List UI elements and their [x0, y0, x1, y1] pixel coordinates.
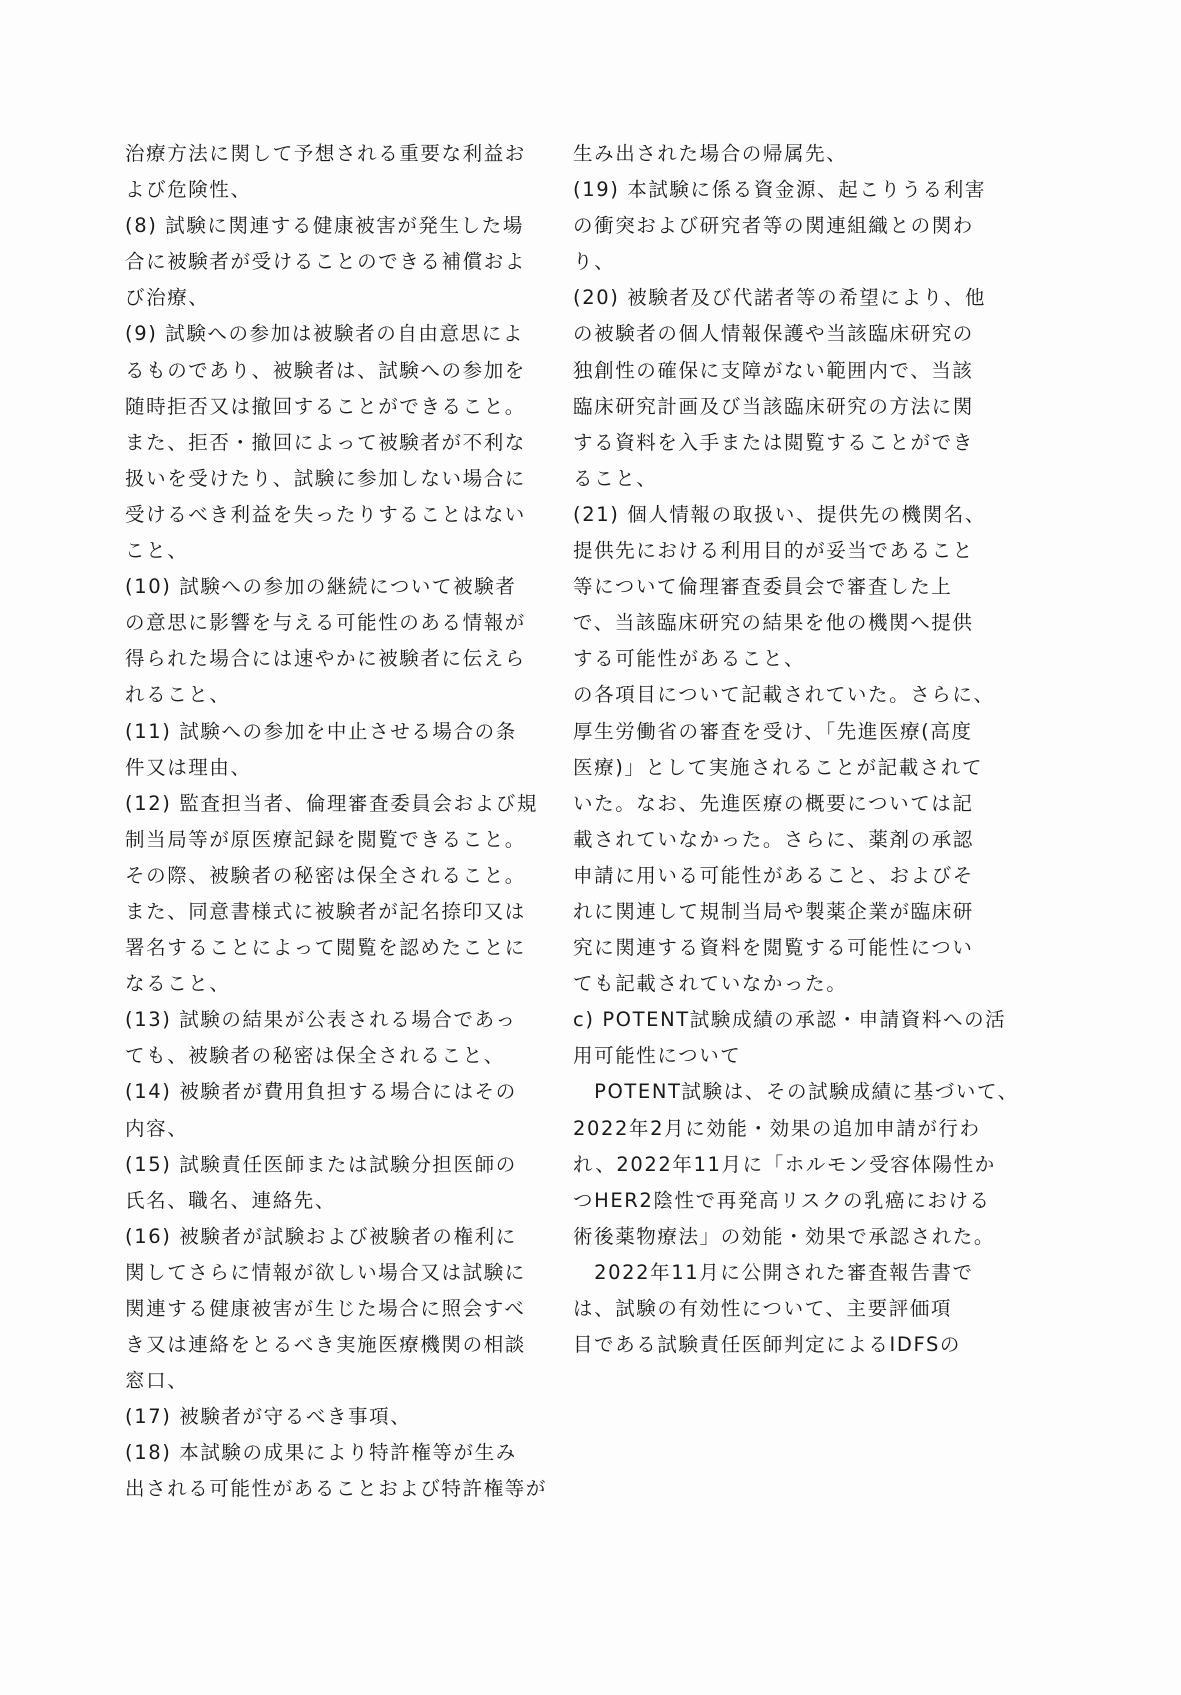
text-line: り、	[573, 250, 616, 274]
text-line: 内容、	[125, 1116, 189, 1140]
text-line: 受けるべき利益を失ったりすることはない	[125, 502, 526, 526]
text-line: 制当局等が原医療記録を閲覧できること。	[125, 827, 526, 851]
text-line: 氏名、職名、連絡先、	[125, 1188, 337, 1212]
text-line: 合に被験者が受けることのできる補償およ	[125, 250, 526, 274]
text-line: 等について倫理審査委員会で審査した上	[573, 575, 953, 599]
text-line: 署名することによって閲覧を認めたことに	[125, 936, 526, 960]
text-line: で、当該臨床研究の結果を他の機関へ提供	[573, 611, 974, 635]
text-line: 提供先における利用目的が妥当であること	[573, 539, 974, 563]
text-line: 治療方法に関して予想される重要な利益お	[125, 142, 526, 165]
text-line: 究に関連する資料を閲覧する可能性につい	[573, 936, 974, 960]
text-line: 臨床研究計画及び当該臨床研究の方法に関	[573, 394, 974, 418]
text-line: の被験者の個人情報保護や当該臨床研究の	[573, 322, 974, 346]
text-line: また、拒否・撤回によって被験者が不利な	[125, 430, 526, 454]
text-line: また、同意書様式に被験者が記名捺印又は	[125, 899, 526, 923]
text-line: 出される可能性があることおよび特許権等が	[125, 1477, 548, 1501]
text-line: こと、	[125, 539, 189, 563]
text-line: (17) 被験者が守るべき事項、	[125, 1405, 412, 1429]
text-line: 医療)」として実施されることが記載されて	[573, 755, 984, 779]
text-line: (9) 試験への参加は被験者の自由意思によ	[125, 322, 524, 346]
text-line: るものであり、被験者は、試験への参加を	[125, 358, 526, 382]
text-line: 2022年11月に公開された審査報告書で	[573, 1260, 974, 1284]
text-line: (13) 試験の結果が公表される場合であっ	[125, 1008, 517, 1032]
text-line: する可能性があること、	[573, 647, 806, 671]
text-line: 生み出された場合の帰属先、	[573, 142, 848, 165]
text-line: POTENT試験は、その試験成績に基づいて、	[573, 1080, 1019, 1104]
text-line: (14) 被験者が費用負担する場合にはその	[125, 1080, 517, 1104]
text-line: する資料を入手または閲覧することができ	[573, 430, 974, 454]
text-line: 独創性の確保に支障がない範囲内で、当該	[573, 358, 974, 382]
text-line: 関連する健康被害が生じた場合に照会すべ	[125, 1297, 526, 1320]
text-line: 載されていなかった。さらに、薬剤の承認	[573, 827, 974, 851]
text-line: (10) 試験への参加の継続について被験者	[125, 575, 517, 599]
text-line: の衝突および研究者等の関連組織との関わ	[573, 214, 974, 238]
text-line: ること、	[573, 466, 658, 490]
text-line: (11) 試験への参加を中止させる場合の条	[125, 719, 517, 743]
text-line: 用可能性について	[573, 1044, 742, 1068]
text-line: (18) 本試験の成果により特許権等が生み	[125, 1441, 517, 1465]
text-line: 2022年2月に効能・効果の追加申請が行わ	[573, 1116, 981, 1140]
text-line: 関してさらに情報が欲しい場合又は試験に	[125, 1260, 526, 1284]
text-line: ても、被験者の秘密は保全されること、	[125, 1044, 505, 1068]
text-line: c) POTENT試験成績の承認・申請資料への活	[573, 1008, 1007, 1032]
text-line: (15) 試験責任医師または試験分担医師の	[125, 1152, 517, 1176]
text-line: 厚生労働省の審査を受け、「先進医療(高度	[573, 719, 973, 743]
text-line: は、試験の有効性について、主要評価項	[573, 1297, 953, 1320]
text-line: 目である試験責任医師判定によるIDFSの	[573, 1333, 962, 1357]
text-line: ても記載されていなかった。	[573, 972, 848, 996]
text-line: いた。なお、先進医療の概要については記	[573, 791, 974, 815]
left-text-column	[125, 136, 548, 1508]
text-line: れに関連して規制当局や製薬企業が臨床研	[573, 899, 974, 923]
text-line: (19) 本試験に係る資金源、起こりうる利害	[573, 178, 986, 202]
text-line: 窓口、	[125, 1369, 189, 1393]
text-line: (8) 試験に関連する健康被害が発生した場	[125, 214, 524, 238]
text-line: 扱いを受けたり、試験に参加しない場合に	[125, 466, 526, 490]
text-line: れること、	[125, 683, 231, 707]
text-line: 随時拒否又は撤回することができること。	[125, 394, 526, 418]
text-line: の意思に影響を与える可能性のある情報が	[125, 611, 526, 635]
text-line: その際、被験者の秘密は保全されること。	[125, 863, 526, 887]
text-line: つHER2陰性で再発高リスクの乳癌における	[573, 1188, 991, 1212]
text-line: 得られた場合には速やかに被験者に伝えら	[125, 647, 526, 671]
text-line: び治療、	[125, 286, 210, 310]
text-line: れ、2022年11月に「ホルモン受容体陽性か	[573, 1152, 996, 1176]
text-line: (12) 監査担当者、倫理審査委員会および規	[125, 791, 538, 815]
right-text-column	[573, 136, 1019, 1363]
text-line: き又は連絡をとるべき実施医療機関の相談	[125, 1333, 526, 1357]
text-line: (16) 被験者が試験および被験者の権利に	[125, 1224, 517, 1248]
text-line: (21) 個人情報の取扱い、提供先の機関名、	[573, 502, 986, 526]
text-line: なること、	[125, 972, 231, 996]
text-line: の各項目について記載されていた。さらに、	[573, 683, 995, 707]
text-line: 申請に用いる可能性があること、およびそ	[573, 863, 974, 887]
text-line: よび危険性、	[125, 178, 252, 202]
text-line: (20) 被験者及び代諾者等の希望により、他	[573, 286, 986, 310]
text-line: 術後薬物療法」の効能・効果で承認された。	[573, 1224, 996, 1248]
text-line: 件又は理由、	[125, 755, 252, 779]
